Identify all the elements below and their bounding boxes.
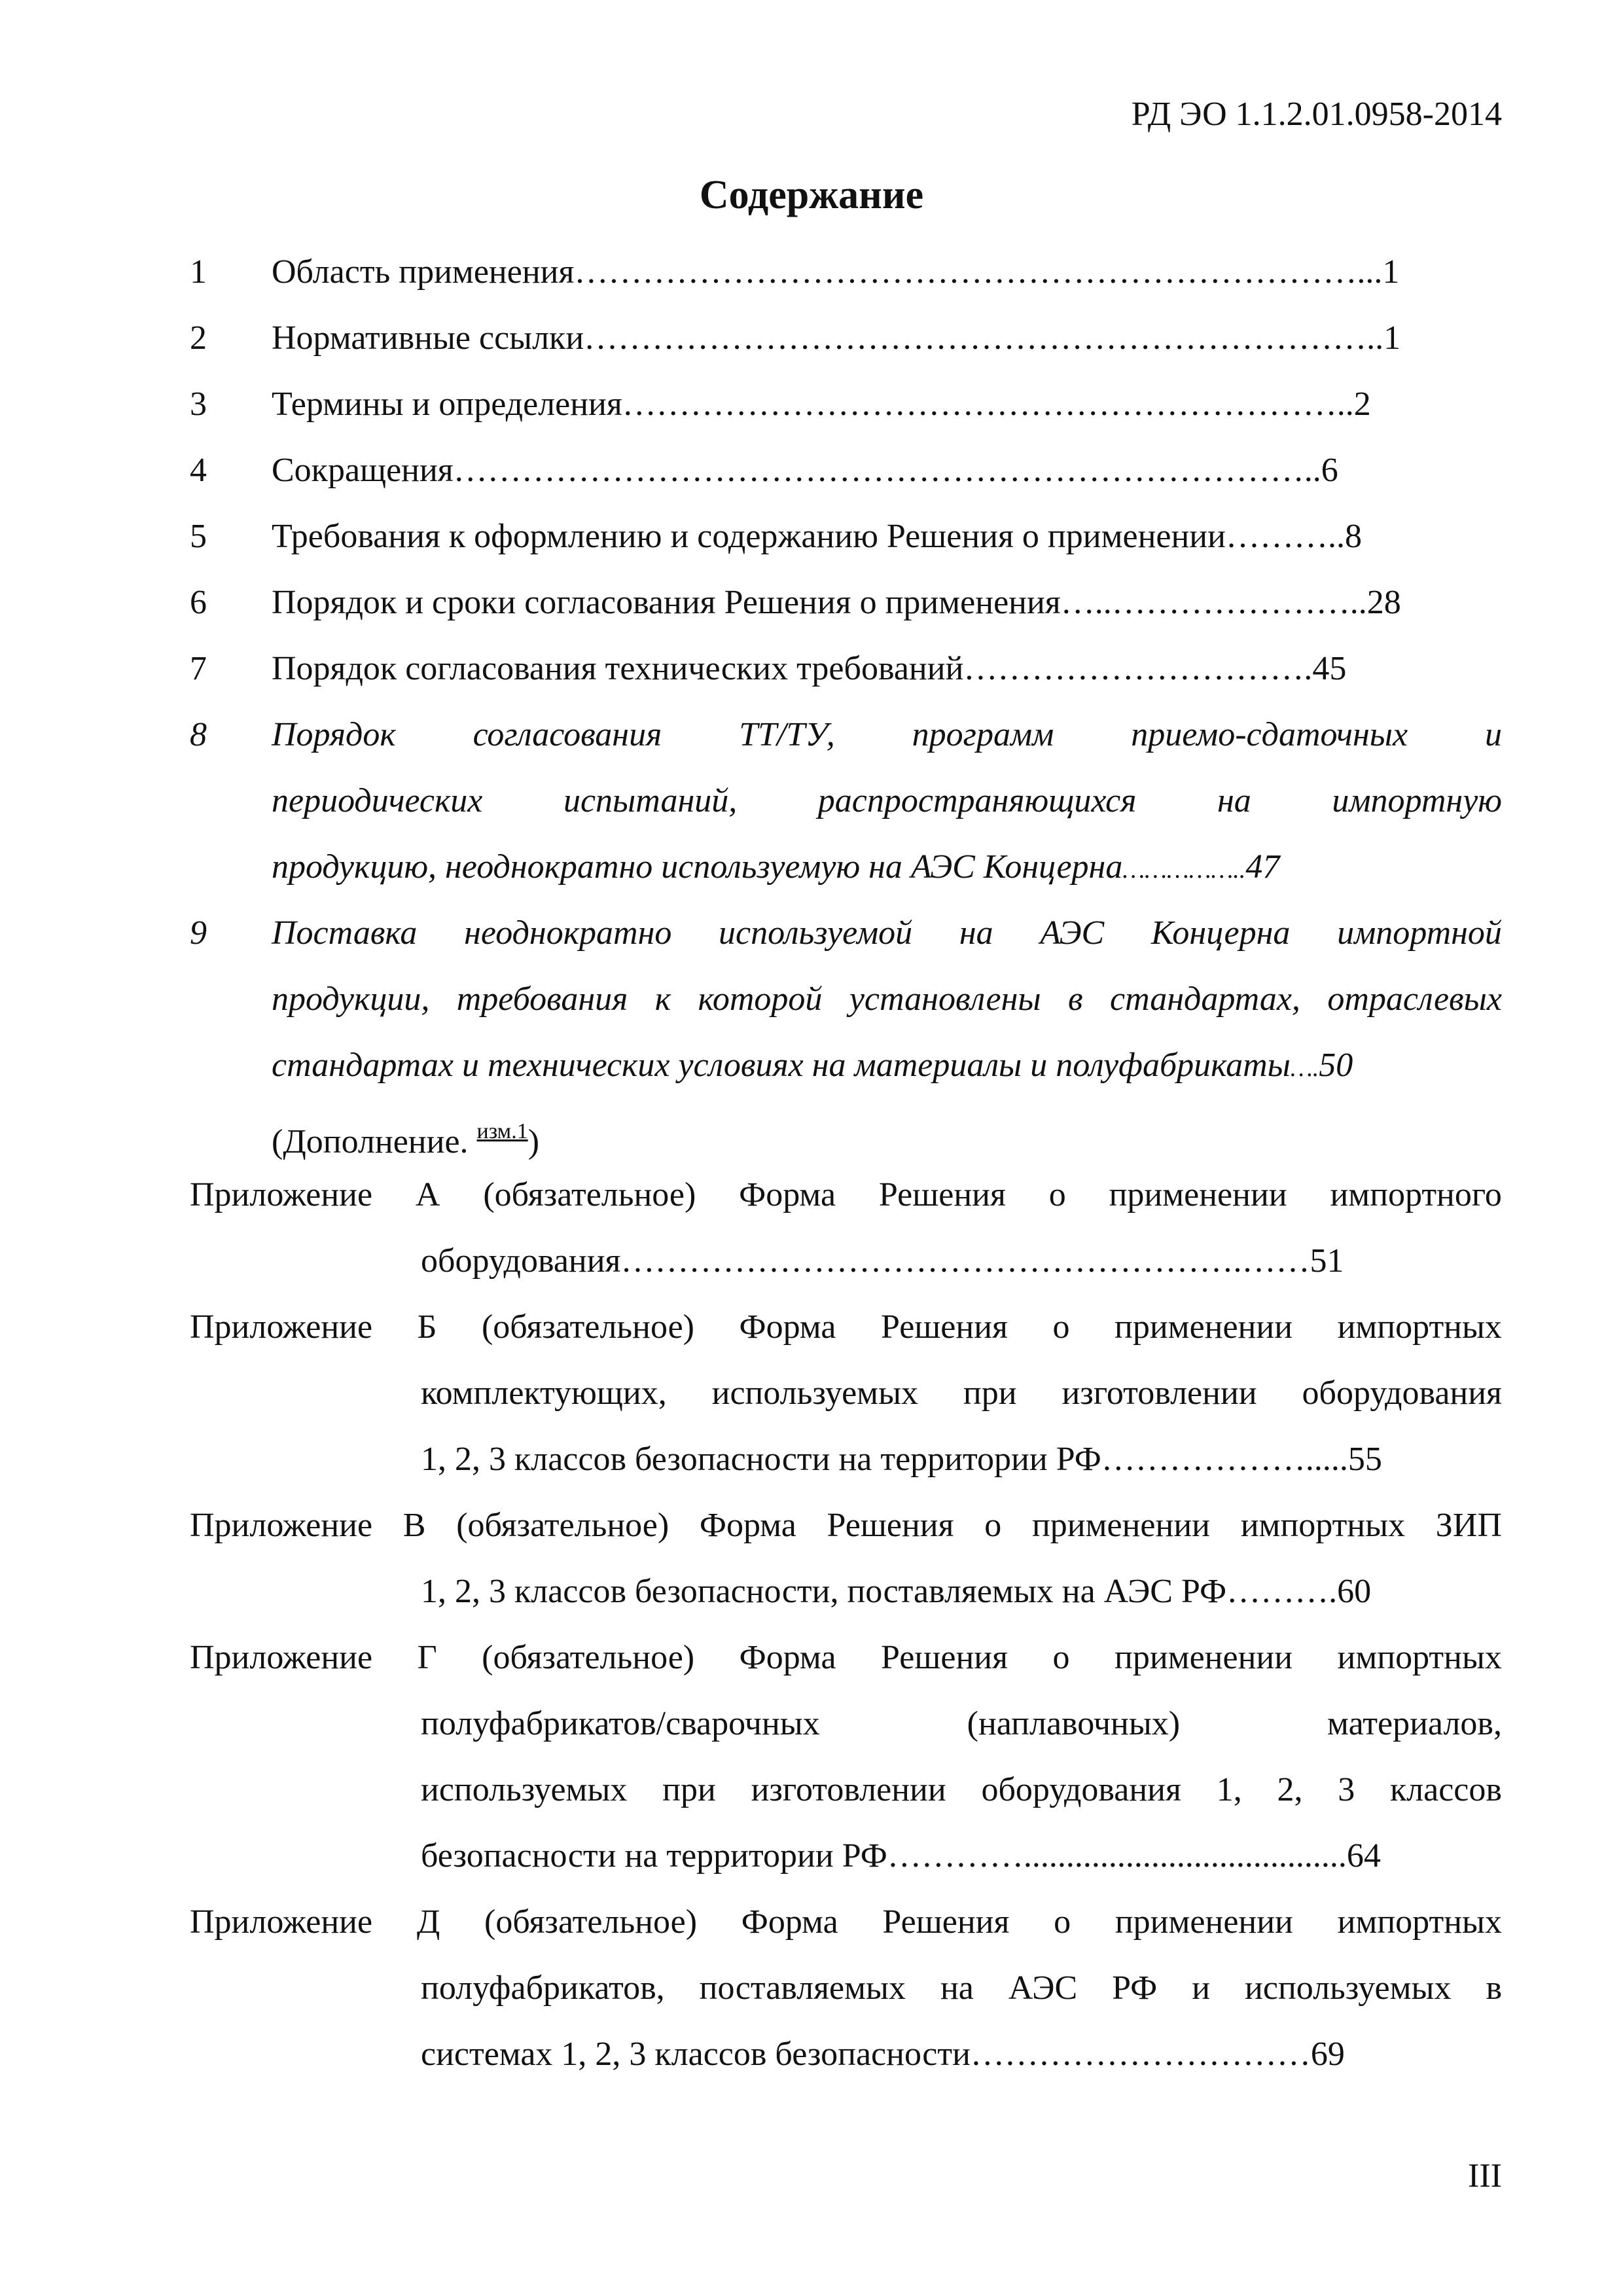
toc-word: Б xyxy=(417,1308,437,1346)
toc-leader-dots: …………….. xyxy=(1122,856,1246,884)
toc-word: используемых xyxy=(421,1771,628,1808)
toc-word: Форма xyxy=(699,1507,796,1544)
toc-word: 1, xyxy=(1216,1771,1242,1808)
toc-appendices xyxy=(190,1162,1502,2087)
toc-word: программ xyxy=(912,716,1054,753)
toc-leader-dots: ………. xyxy=(1226,1573,1338,1610)
toc-word: (наплавочных) xyxy=(967,1705,1181,1742)
toc-line xyxy=(190,768,1502,834)
toc-line xyxy=(190,834,1502,900)
toc-word: в xyxy=(1486,1969,1502,2007)
toc-word: изготовлении xyxy=(1061,1374,1257,1412)
toc-section-9 xyxy=(190,900,1502,1164)
toc-word: (обязательное) xyxy=(481,1308,694,1346)
toc-line xyxy=(190,1757,1502,1823)
toc-text-line xyxy=(421,2021,1502,2087)
toc-word: полуфабрикатов, xyxy=(421,1969,665,2007)
toc-entry xyxy=(190,569,1502,636)
toc-page-number: 50 xyxy=(1319,1047,1353,1084)
toc-appendix xyxy=(190,1294,1502,1492)
toc-text-line xyxy=(272,1032,1353,1102)
toc-appendix xyxy=(190,1162,1502,1294)
appendix-label: Приложение xyxy=(190,1639,373,1676)
toc-word: Д xyxy=(416,1903,440,1941)
toc-word: импортных xyxy=(1240,1507,1406,1544)
toc-text: Порядок и сроки согласования Решения о применения xyxy=(272,584,1061,621)
appendix-heading-line xyxy=(190,1294,1502,1360)
toc-leader-dots: ……………………………………………………………... xyxy=(574,253,1383,291)
toc-word: оборудования xyxy=(981,1771,1181,1808)
toc-page-number: 6 xyxy=(1321,452,1338,489)
toc-word: которой xyxy=(698,980,823,1018)
toc-word: о xyxy=(1052,1639,1070,1676)
toc-line xyxy=(190,1032,1502,1098)
toc-line xyxy=(190,900,1502,966)
toc-word: периодических xyxy=(272,782,483,819)
toc-word: оборудования xyxy=(1302,1374,1502,1412)
toc-entry xyxy=(190,636,1502,702)
toc-word: о xyxy=(1048,1176,1066,1213)
toc-word: классов xyxy=(1389,1771,1502,1808)
toc-word: используемой xyxy=(719,914,913,952)
toc-leader-dots: ……………………………………………….…… xyxy=(620,1242,1310,1280)
toc-text: Сокращения xyxy=(272,452,454,489)
toc-number: 9 xyxy=(190,914,207,952)
appendix-heading-line xyxy=(190,1624,1502,1691)
toc-text: Область применения xyxy=(272,253,575,291)
toc-leader-dots: ………………………………………………………………….. xyxy=(453,452,1321,489)
toc-line xyxy=(190,1823,1502,1889)
toc-text: Порядок согласования технических требований xyxy=(272,650,964,687)
toc-leader-dots: …………...................................... xyxy=(887,1837,1347,1874)
toc-word: стандартах, xyxy=(1109,980,1300,1018)
toc-word: используемых xyxy=(711,1374,919,1412)
toc-word: применении xyxy=(1115,1308,1293,1346)
toc-entry xyxy=(190,305,1502,371)
toc-text: Требования к оформлению и содержанию Решения о применении xyxy=(272,518,1226,555)
toc-number: 7 xyxy=(190,650,207,687)
toc-line xyxy=(190,1558,1502,1624)
toc-text: 1, 2, 3 классов безопасности, поставляемых на АЭС РФ xyxy=(421,1573,1227,1610)
toc-word: и xyxy=(1192,1969,1211,2007)
toc-number: 6 xyxy=(190,584,207,621)
toc-text: Нормативные ссылки xyxy=(272,319,584,357)
toc-text-line xyxy=(272,834,1279,903)
toc-word: 2, xyxy=(1277,1771,1303,1808)
page-number-roman: III xyxy=(1468,2157,1502,2195)
toc-text-line xyxy=(272,371,1371,437)
toc-text-line xyxy=(272,569,1401,636)
toc-number: 2 xyxy=(190,319,207,357)
appendix-heading-line xyxy=(190,1492,1502,1558)
toc-word: в xyxy=(1068,980,1083,1018)
toc-word: Форма xyxy=(741,1903,838,1941)
toc-leader-dots: ……….. xyxy=(1225,518,1345,555)
toc-text-line xyxy=(272,239,1399,305)
toc-leader-dots: …………………………. xyxy=(963,650,1313,687)
toc-word: применении xyxy=(1115,1639,1293,1676)
toc-word: АЭС xyxy=(1008,1969,1078,2007)
toc-text: Термины и определения xyxy=(272,386,622,423)
toc-word: распространяющихся xyxy=(817,782,1137,819)
toc-page-number: 55 xyxy=(1347,1441,1382,1478)
toc-word: применении xyxy=(1115,1903,1293,1941)
toc-number: 1 xyxy=(190,253,207,291)
toc-word: приемо-сдаточных xyxy=(1131,716,1408,753)
toc-text: системах 1, 2, 3 классов безопасности xyxy=(421,2036,971,2073)
toc-word: импортных xyxy=(1337,1308,1502,1346)
appendix-label: Приложение xyxy=(190,1903,373,1941)
toc-word: импортных xyxy=(1337,1639,1502,1676)
toc-text-line xyxy=(272,702,1502,768)
toc-page-number: 1 xyxy=(1382,253,1400,291)
toc-number: 3 xyxy=(190,386,207,423)
toc-line xyxy=(190,2021,1502,2087)
amendment-note-close: ) xyxy=(527,1123,540,1160)
document-code: РД ЭО 1.1.2.01.0958-2014 xyxy=(1131,96,1502,133)
toc-word: АЭС xyxy=(1040,914,1105,952)
toc-line xyxy=(190,1294,1502,1360)
table-of-contents xyxy=(190,239,1502,1164)
toc-word: РФ xyxy=(1112,1969,1158,2007)
toc-number: 4 xyxy=(190,452,207,489)
toc-text-line xyxy=(421,1558,1502,1624)
appendix-heading-line xyxy=(190,1162,1502,1228)
toc-word: Решения xyxy=(882,1903,1010,1941)
toc-text-line xyxy=(421,1691,1502,1757)
appendix-label: Приложение xyxy=(190,1507,373,1544)
toc-leader-dots: ………………..... xyxy=(1101,1441,1348,1478)
toc-leader-dots: …..………………….. xyxy=(1060,584,1367,621)
toc-leader-dots: …. xyxy=(1290,1054,1319,1082)
toc-text-line xyxy=(272,437,1338,503)
toc-page-number: 45 xyxy=(1312,650,1347,687)
toc-word: Г xyxy=(417,1639,437,1676)
toc-text: 1, 2, 3 классов безопасности на территории РФ xyxy=(421,1441,1101,1478)
toc-text-line xyxy=(272,503,1362,569)
toc-word: изготовлении xyxy=(751,1771,946,1808)
toc-word: комплектующих, xyxy=(421,1374,667,1412)
toc-word: импортных xyxy=(1337,1903,1502,1941)
amendment-note-text: (Дополнение. xyxy=(272,1123,477,1160)
toc-word: применении xyxy=(1031,1507,1210,1544)
toc-text-line xyxy=(272,305,1400,371)
toc-number: 5 xyxy=(190,518,207,555)
toc-line xyxy=(190,1162,1502,1228)
toc-word: Решения xyxy=(827,1507,954,1544)
toc-page-number: 1 xyxy=(1383,319,1401,357)
toc-line xyxy=(190,1889,1502,1955)
toc-word: Решения xyxy=(881,1639,1008,1676)
toc-word: импортного xyxy=(1330,1176,1502,1213)
appendix-heading-line xyxy=(190,1889,1502,1955)
toc-word: применении xyxy=(1109,1176,1287,1213)
toc-page-number: 47 xyxy=(1245,848,1280,886)
toc-text: стандартах и технических условиях на материалы и полуфабрикаты xyxy=(272,1047,1291,1084)
toc-word: Решения xyxy=(878,1176,1006,1213)
toc-text-line xyxy=(421,1426,1502,1492)
toc-line xyxy=(190,966,1502,1032)
toc-line xyxy=(190,1228,1502,1294)
toc-word: (обязательное) xyxy=(482,1639,695,1676)
toc-page-number: 69 xyxy=(1310,2036,1345,2073)
toc-word: материалов, xyxy=(1327,1705,1502,1742)
toc-leader-dots: ……………………………………………………….. xyxy=(622,386,1354,423)
toc-word: ЗИП xyxy=(1435,1507,1502,1544)
toc-line xyxy=(190,1098,1502,1164)
toc-word: (обязательное) xyxy=(456,1507,669,1544)
toc-entry xyxy=(190,437,1502,503)
toc-word: продукции, xyxy=(272,980,430,1018)
toc-word: о xyxy=(984,1507,1002,1544)
toc-section-8 xyxy=(190,702,1502,900)
toc-text: оборудования xyxy=(421,1242,621,1280)
toc-word: к xyxy=(654,980,671,1018)
toc-text-line xyxy=(272,636,1346,702)
toc-leader-dots: ………………………… xyxy=(970,2036,1311,2073)
toc-line xyxy=(190,1426,1502,1492)
toc-word: Форма xyxy=(739,1308,836,1346)
toc-line xyxy=(190,1360,1502,1426)
appendix-label: Приложение xyxy=(190,1176,373,1213)
toc-text-line xyxy=(421,1955,1502,2021)
toc-page-number: 64 xyxy=(1346,1837,1381,1874)
toc-appendix xyxy=(190,1492,1502,1624)
toc-word: о xyxy=(1052,1308,1070,1346)
toc-line xyxy=(190,1955,1502,2021)
toc-text-line xyxy=(421,1757,1502,1823)
toc-word: используемых xyxy=(1245,1969,1452,2007)
toc-word: Концерна xyxy=(1150,914,1291,952)
amendment-reference: изм.1 xyxy=(476,1119,528,1143)
toc-word: поставляемых xyxy=(699,1969,906,2007)
toc-line xyxy=(190,1492,1502,1558)
page-title: Содержание xyxy=(699,173,924,217)
toc-leader-dots: …………………………………………………………….. xyxy=(584,319,1384,357)
toc-entry xyxy=(190,503,1502,569)
toc-word: согласования xyxy=(473,716,662,753)
toc-word: Поставка xyxy=(272,914,418,952)
toc-page-number: 28 xyxy=(1366,584,1401,621)
toc-word: (обязательное) xyxy=(483,1176,696,1213)
toc-text: безопасности на территории РФ xyxy=(421,1837,887,1874)
toc-text-line xyxy=(272,966,1502,1032)
toc-page-number: 2 xyxy=(1353,386,1371,423)
toc-word: и xyxy=(1484,716,1502,753)
toc-text-line xyxy=(421,1360,1502,1426)
toc-word: на xyxy=(1217,782,1251,819)
toc-word: 3 xyxy=(1338,1771,1355,1808)
toc-text-line xyxy=(272,900,1502,966)
toc-word: Порядок xyxy=(272,716,396,753)
toc-word: А xyxy=(415,1176,440,1213)
toc-word: импортной xyxy=(1337,914,1502,952)
toc-word: о xyxy=(1054,1903,1071,1941)
toc-word: В xyxy=(402,1507,426,1544)
toc-text-line xyxy=(421,1228,1502,1294)
toc-word: полуфабрикатов/сварочных xyxy=(421,1705,820,1742)
toc-word: Форма xyxy=(739,1639,836,1676)
toc-entry xyxy=(190,239,1502,305)
toc-text-line xyxy=(421,1823,1502,1889)
toc-word: Форма xyxy=(739,1176,836,1213)
toc-appendix xyxy=(190,1889,1502,2087)
toc-word: при xyxy=(662,1771,716,1808)
toc-page-number: 51 xyxy=(1310,1242,1344,1280)
toc-word: на xyxy=(959,914,993,952)
toc-word: при xyxy=(963,1374,1017,1412)
toc-word: импортную xyxy=(1332,782,1502,819)
toc-sections xyxy=(190,239,1502,702)
toc-text-line xyxy=(272,768,1502,834)
toc-word: отраслевых xyxy=(1327,980,1502,1018)
toc-number: 8 xyxy=(190,716,207,753)
toc-word: неоднократно xyxy=(464,914,672,952)
toc-word: установлены xyxy=(849,980,1041,1018)
toc-page-number: 60 xyxy=(1337,1573,1372,1610)
toc-text: продукцию, неоднократно используемую на АЭС Концерна xyxy=(272,848,1123,886)
appendix-label: Приложение xyxy=(190,1308,373,1346)
toc-word: на xyxy=(940,1969,974,2007)
toc-page-number: 8 xyxy=(1344,518,1362,555)
toc-line xyxy=(190,702,1502,768)
toc-word: (обязательное) xyxy=(484,1903,698,1941)
toc-line xyxy=(190,1691,1502,1757)
toc-line xyxy=(190,1624,1502,1691)
toc-word: ТТ/ТУ, xyxy=(739,716,835,753)
toc-appendix xyxy=(190,1624,1502,1889)
toc-word: Решения xyxy=(880,1308,1008,1346)
toc-word: требования xyxy=(456,980,628,1018)
toc-entry xyxy=(190,371,1502,437)
toc-word: испытаний, xyxy=(563,782,738,819)
